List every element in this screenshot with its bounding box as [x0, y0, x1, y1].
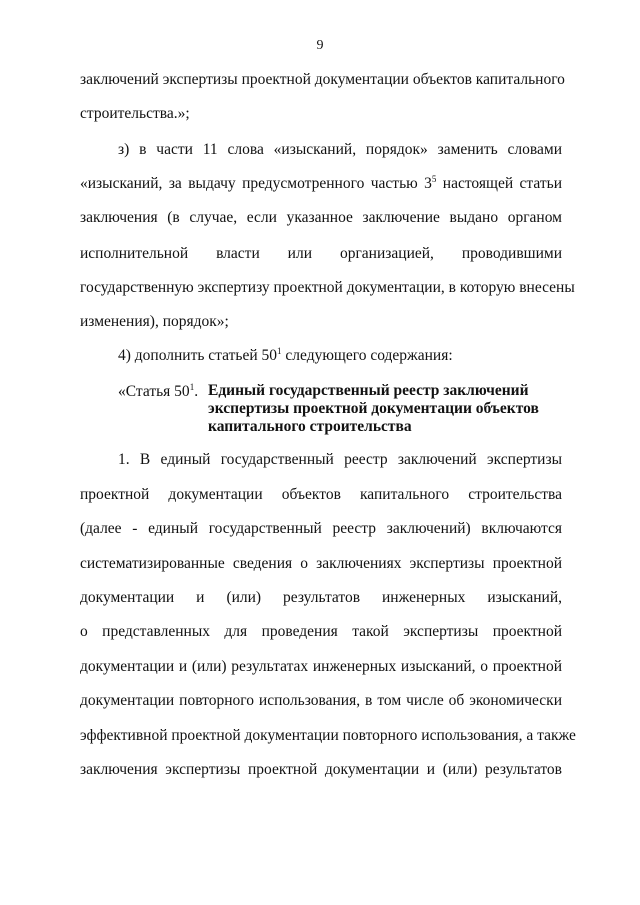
- text-segment: настоящей статьи: [436, 175, 563, 192]
- text-line: заключений экспертизы проектной документации объектов капитального: [80, 71, 565, 88]
- text-line: строительства.»;: [80, 105, 190, 122]
- body-line: (далее - единый государственный реестр заключений) включаются: [80, 520, 562, 537]
- body-line: проектной документации объектов капитального строительства: [80, 486, 562, 503]
- body-line: документации и (или) результатах инженерных изысканий, о проектной: [80, 658, 562, 675]
- article-title-line: экспертизы проектной документации объектов: [208, 400, 539, 417]
- text-segment: следующего содержания:: [281, 347, 453, 364]
- article-title-line: Единый государственный реестр заключений: [208, 382, 529, 399]
- page-number: 9: [316, 38, 324, 53]
- text-segment: «изысканий, за выдачу предусмотренного частью 3: [80, 175, 432, 192]
- article-title-line: капитального строительства: [208, 418, 412, 435]
- body-line: о представленных для проведения такой экспертизы проектной: [80, 623, 562, 640]
- text-line: исполнительной власти или организацией, проводившими: [80, 245, 562, 262]
- text-line: заключения (в случае, если указанное заключение выдано органом: [80, 209, 562, 226]
- body-line: 1. В единый государственный реестр заключений экспертизы: [118, 451, 562, 468]
- superscript: 1: [189, 381, 195, 392]
- body-line: документации повторного использования, в том числе об экономически: [80, 692, 562, 709]
- superscript: 1: [277, 345, 282, 356]
- body-line: систематизированные сведения о заключениях экспертизы проектной: [80, 555, 562, 572]
- text-segment: 4) дополнить статьей 50: [118, 347, 278, 364]
- body-line: эффективной проектной документации повторного использования, а также: [80, 727, 576, 744]
- text-line: государственную экспертизу проектной документации, в которую внесены: [80, 279, 575, 296]
- article-label-text: «Статья 50: [118, 383, 190, 400]
- article-label: [118, 382, 198, 402]
- text-line: [80, 174, 562, 194]
- article-title: [208, 382, 548, 436]
- text-line: [118, 346, 562, 366]
- article-label-end: .: [194, 383, 199, 400]
- text-line: з) в части 11 слова «изысканий, порядок» заменить словами: [118, 141, 562, 158]
- body-line: заключения экспертизы проектной документации и (или) результатов: [80, 761, 562, 778]
- text-line: изменения), порядок»;: [80, 313, 229, 330]
- superscript: 5: [431, 173, 437, 184]
- body-line: документации и (или) результатов инженерных изысканий,: [80, 589, 562, 606]
